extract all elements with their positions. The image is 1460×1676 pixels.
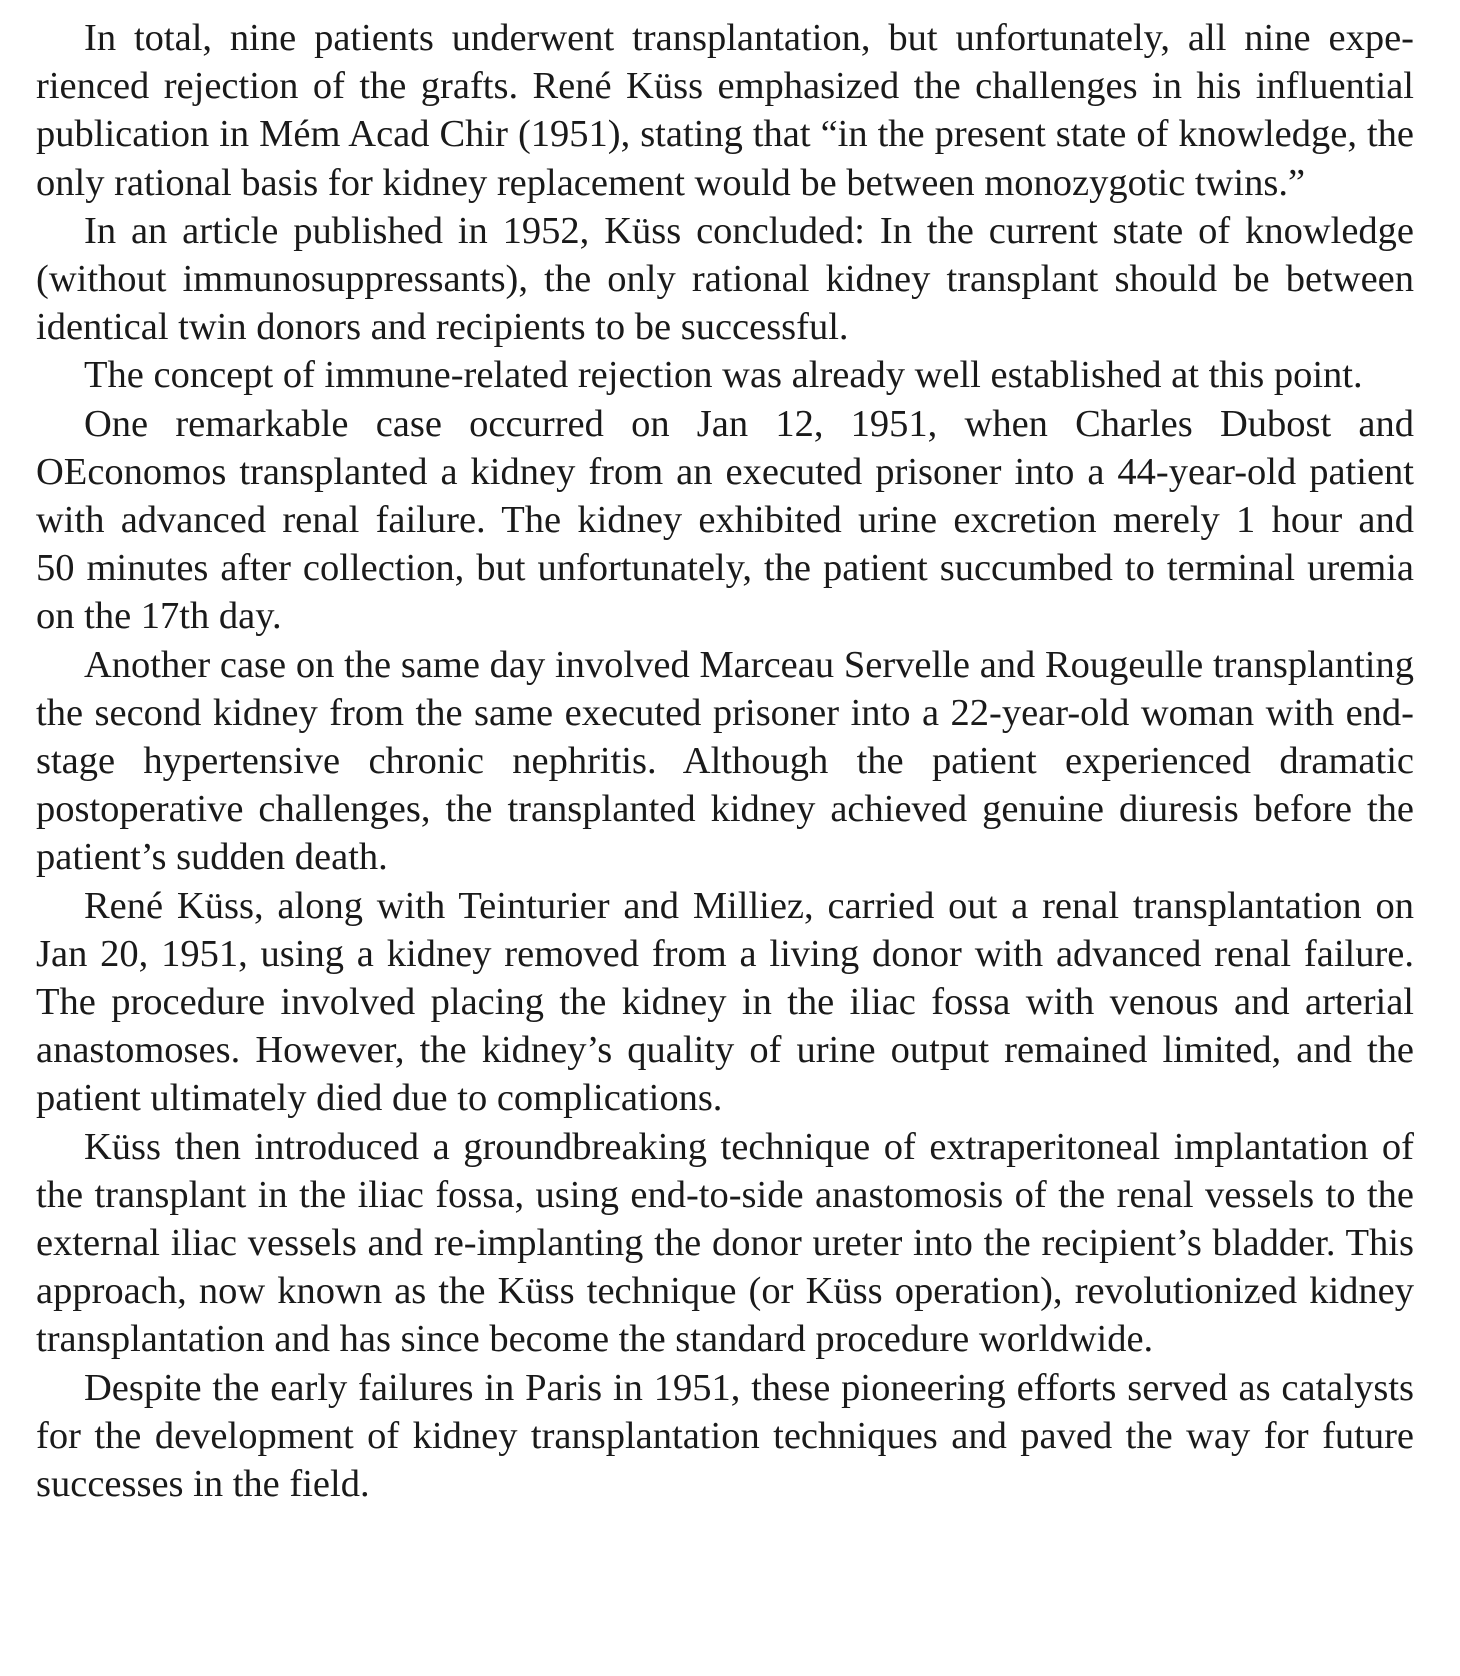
paragraph-6: René Küss, along with Teinturier and Milliez, carried out a renal transplantation on Jan 20, 1951, using a kidney removed from a living donor with advanced renal failure. The procedure involved placing the kidney in the iliac fossa with venous and arterial anastomoses. However, the kidney’s quality of urine output remained limited, and the patient ultimately died due to complications. bbox=[36, 884, 1414, 1120]
paragraph-4: One remarkable case occurred on Jan 12, 1951, when Charles Dubost and OEconomos transplanted a kidney from an executed prisoner into a 44-year-old patient with advanced renal failure. The kidney exhibited urine excretion merely 1 hour and 50 minutes after collection, but unfortunately, the patient succumbed to terminal uremia on the 17th day. bbox=[36, 402, 1414, 638]
paragraph-3: The concept of immune-related rejection was already well established at this point. bbox=[84, 354, 1363, 397]
paragraph-2: In an article published in 1952, Küss concluded: In the current state of knowledge (without immunosuppressants), the only rational kidney transplant should be between identical twin donors and recipients to be successful. bbox=[36, 209, 1414, 349]
paragraph-8: Despite the early failures in Paris in 1951, these pioneering efforts served as catalysts for the development of kidney transplantation techniques and paved the way for future successes in the field. bbox=[36, 1366, 1414, 1506]
paragraph-1: In total, nine patients underwent transplantation, but unfortunately, all nine experienced rejection of the grafts. René Küss emphasized the challenges in his influential publication in Mém Acad Chir (1951), stating that “in the present state of knowledge, the only rational basis for kidney replacement would be between monozygotic twins.” bbox=[36, 17, 1414, 204]
paragraph-7: Küss then introduced a groundbreaking technique of extraperitoneal implantation of the transplant in the iliac fossa, using end-to-side anastomosis of the renal vessels to the external iliac vessels and re-implanting the donor ureter into the recipient’s bladder. This approach, now known as the Küss technique (or Küss operation), revolutionized kidney transplantation and has since become the standard procedure worldwide. bbox=[36, 1125, 1414, 1361]
paragraph-5: Another case on the same day involved Marceau Servelle and Rougeulle transplanting the second kidney from the same executed prisoner into a 22-year-old woman with end-stage hypertensive chronic nephritis. Although the patient experienced dramatic postoperative challenges, the transplanted kidney achieved genuine diuresis before the patient’s sudden death. bbox=[36, 643, 1414, 879]
body-text bbox=[36, 14, 1414, 1508]
